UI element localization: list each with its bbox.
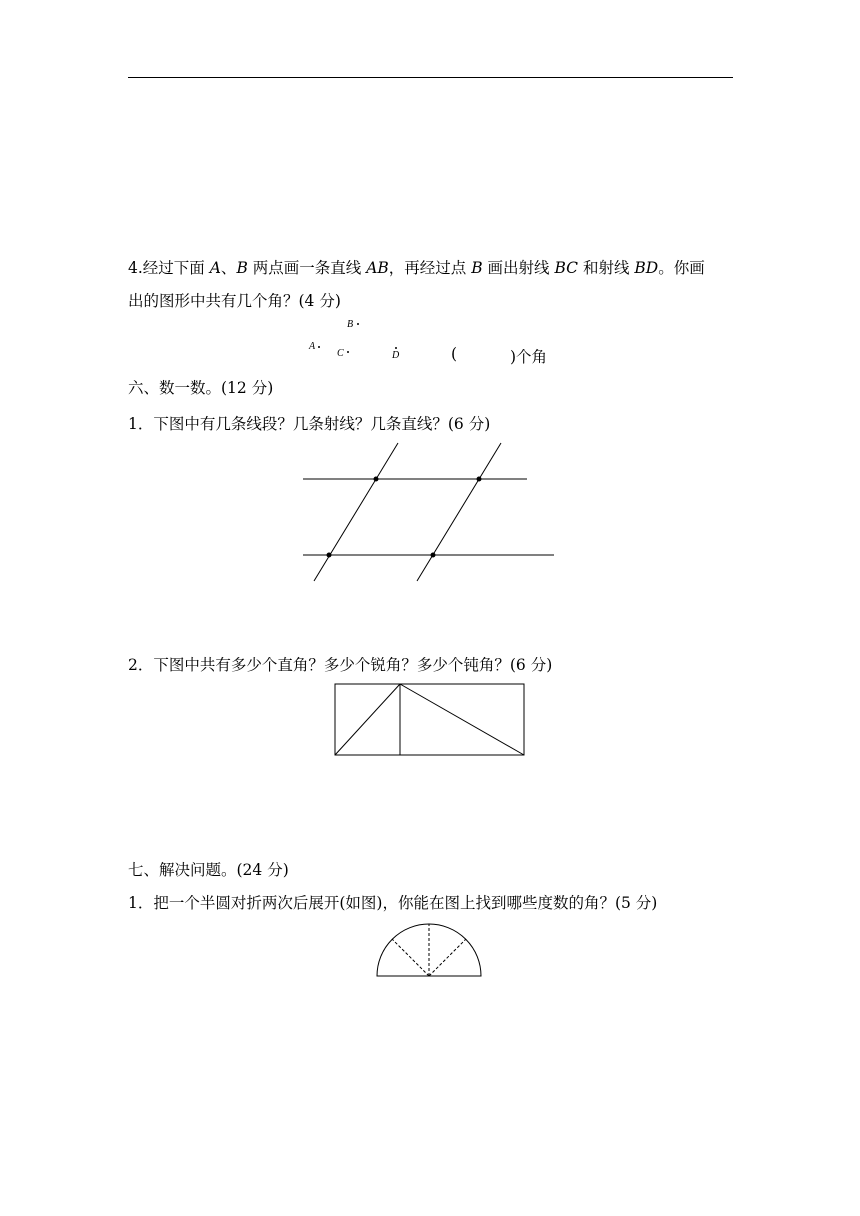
point-d-label: D: [392, 350, 400, 361]
fold-line-right: [429, 939, 466, 976]
answer-close-text: )个角: [510, 348, 548, 366]
point-a-label: A: [309, 341, 316, 352]
section-6-q2: 2．下图中共有多少个直角？多少个锐角？多少个钝角？(6 分): [128, 656, 553, 674]
answer-open-paren: (: [451, 345, 458, 363]
section-6-title: 六、数一数。(12 分): [128, 379, 274, 397]
point-c-label: C: [337, 348, 344, 359]
point-b-label: B: [347, 319, 354, 330]
section-7-q1: 1．把一个半圆对折两次后展开(如图)，你能在图上找到哪些度数的角？(5 分): [128, 894, 658, 912]
section-6-q1: 1．下图中有几条线段？几条射线？几条直线？(6 分): [128, 415, 491, 433]
section-7-title: 七、解决问题。(24 分): [128, 861, 289, 879]
q4-line-2: 出的图形中共有几个角？(4 分): [128, 292, 341, 310]
q4-line-1: 4.经过下面 A、B 两点画一条直线 AB，再经过点 B 画出射线 BC 和射线 BD。你画: [128, 259, 705, 277]
fold-line-left: [392, 939, 429, 976]
